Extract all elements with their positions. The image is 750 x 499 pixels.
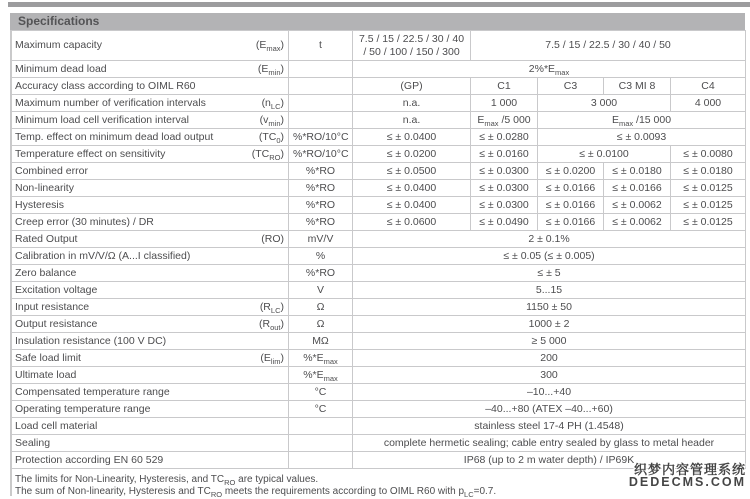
value-cell: $E_{max}$ /15 000 (538, 112, 746, 129)
parameter-symbol: $(R_{out})$ (258, 317, 284, 333)
parameter-symbol: $(E_{lim})$ (260, 351, 284, 367)
spec-row (11, 78, 746, 95)
parameter-label: Load cell material (15, 419, 98, 432)
parameter-cell (11, 333, 289, 350)
value-cell: ≤ ± 0.0300 (471, 197, 538, 214)
spec-row (11, 367, 746, 384)
value-cell: ≤ ± 0.0062 (604, 214, 671, 231)
parameter-symbol: $(E_{min})$ (257, 62, 284, 78)
value-cell: 1150 ± 50 (353, 299, 746, 316)
value-cell: ≤ ± 0.0166 (538, 214, 604, 231)
parameter-label: Input resistance (15, 300, 90, 313)
parameter-cell (11, 367, 289, 384)
parameter-label: Temperature effect on sensitivity (15, 147, 166, 160)
parameter-symbol: (RO) (261, 232, 284, 245)
value-cell: ≤ ± 0.0600 (353, 214, 471, 231)
spec-table-body (11, 31, 746, 469)
unit-cell (289, 435, 353, 452)
spec-row (11, 197, 746, 214)
parameter-label: Sealing (15, 436, 51, 449)
unit-cell: %*RO (289, 214, 353, 231)
spec-row (11, 146, 746, 163)
value-cell: ≤ ± 0.0400 (353, 129, 471, 146)
parameter-cell (11, 214, 289, 231)
value-cell: ≤ ± 0.0280 (471, 129, 538, 146)
value-cell: ≤ ± 0.0166 (538, 197, 604, 214)
value-cell: 1 000 (471, 95, 538, 112)
spec-row (11, 95, 746, 112)
value-cell: ≤ ± 0.0400 (353, 180, 471, 197)
parameter-cell (11, 146, 289, 163)
value-cell: n.a. (353, 95, 471, 112)
value-cell: ≤ ± 0.0062 (604, 197, 671, 214)
parameter-cell (11, 95, 289, 112)
parameter-label: Minimum dead load (15, 62, 107, 75)
parameter-label: Non-linearity (15, 181, 74, 194)
spec-row (11, 418, 746, 435)
spec-row (11, 333, 746, 350)
page-top-divider (8, 2, 750, 7)
unit-cell (289, 418, 353, 435)
unit-cell: % (289, 248, 353, 265)
unit-cell: %*RO (289, 197, 353, 214)
parameter-symbol: $(v_{min})$ (259, 113, 284, 129)
value-cell: 7.5 / 15 / 22.5 / 30 / 40 / 50 / 100 / 150 / 300 (353, 31, 471, 61)
parameter-label: Operating temperature range (15, 402, 151, 415)
parameter-symbol: $(TC_0)$ (258, 130, 284, 146)
parameter-cell (11, 61, 289, 78)
parameter-label: Safe load limit (15, 351, 81, 364)
unit-cell: %*RO/10°C (289, 146, 353, 163)
unit-cell: °C (289, 401, 353, 418)
value-cell: ≤ ± 0.0490 (471, 214, 538, 231)
value-cell: $E_{max}$ /5 000 (471, 112, 538, 129)
spec-row (11, 265, 746, 282)
spec-row (11, 282, 746, 299)
parameter-label: Excitation voltage (15, 283, 98, 296)
parameter-label: Hysteresis (15, 198, 65, 211)
spec-row (11, 401, 746, 418)
parameter-cell (11, 78, 289, 95)
spec-row (11, 316, 746, 333)
parameter-label: Rated Output (15, 232, 78, 245)
value-cell: C3 (538, 78, 604, 95)
spec-row (11, 350, 746, 367)
parameter-cell (11, 282, 289, 299)
parameter-cell (11, 265, 289, 282)
parameter-symbol: $(R_{LC})$ (259, 300, 284, 316)
spec-row (11, 163, 746, 180)
parameter-cell (11, 163, 289, 180)
value-cell: ≤ ± 0.0125 (671, 180, 746, 197)
value-cell: ≤ ± 0.0100 (538, 146, 671, 163)
parameter-label: Output resistance (15, 317, 98, 330)
unit-cell: Ω (289, 316, 353, 333)
value-cell: 4 000 (671, 95, 746, 112)
value-cell: ≤ ± 0.0125 (671, 214, 746, 231)
unit-cell (289, 78, 353, 95)
parameter-cell (11, 112, 289, 129)
parameter-label: Protection according EN 60 529 (15, 453, 164, 466)
parameter-label: Insulation resistance (100 V DC) (15, 334, 167, 347)
value-cell: ≤ ± 0.0200 (538, 163, 604, 180)
parameter-cell (11, 248, 289, 265)
unit-cell: °C (289, 384, 353, 401)
parameter-label: Compensated temperature range (15, 385, 170, 398)
parameter-label: Zero balance (15, 266, 77, 279)
parameter-label: Calibration in mV/V/Ω (A...I classified) (15, 249, 191, 262)
parameter-label: Accuracy class according to OIML R60 (15, 79, 196, 92)
spec-row (11, 129, 746, 146)
value-cell: ≤ ± 0.0125 (671, 197, 746, 214)
specifications-title: Specifications (10, 13, 745, 30)
value-cell: C1 (471, 78, 538, 95)
value-cell: ≤ ± 0.0500 (353, 163, 471, 180)
footnote-line: The sum of Non-linearity, Hysteresis and $TC_{RO}$ meets the requirements according to OIML R60 with $p_{LC}=0.7$. (15, 486, 497, 499)
spec-row (11, 112, 746, 129)
value-cell: ≤ ± 5 (353, 265, 746, 282)
spec-row (11, 384, 746, 401)
unit-cell: %*RO (289, 265, 353, 282)
value-cell: C4 (671, 78, 746, 95)
value-cell: ≤ ± 0.0180 (604, 163, 671, 180)
unit-cell: V (289, 282, 353, 299)
parameter-cell (11, 316, 289, 333)
value-cell: ≤ ± 0.0200 (353, 146, 471, 163)
parameter-symbol: $(E_{max})$ (255, 39, 284, 54)
watermark-url-text: DEDECMS.COM (628, 475, 746, 489)
parameter-label: Maximum capacity (15, 39, 102, 52)
value-cell: 7.5 / 15 / 22.5 / 30 / 40 / 50 (471, 31, 746, 61)
value-cell: ≤ ± 0.0093 (538, 129, 746, 146)
parameter-symbol: $(TC_{RO})$ (251, 147, 284, 163)
value-cell: ≤ ± 0.05 (≤ ± 0.005) (353, 248, 746, 265)
spec-row (11, 61, 746, 78)
parameter-cell (11, 299, 289, 316)
parameter-label: Combined error (15, 164, 88, 177)
spec-row (11, 248, 746, 265)
unit-cell: %*RO (289, 163, 353, 180)
parameter-label: Creep error (30 minutes) / DR (15, 215, 154, 228)
value-cell: ≤ ± 0.0400 (353, 197, 471, 214)
specifications-panel (10, 13, 745, 498)
parameter-cell (11, 180, 289, 197)
spec-row (11, 299, 746, 316)
value-cell: $2\%*E_{max}$ (353, 61, 746, 78)
unit-cell: %*RO (289, 180, 353, 197)
value-cell: C3 MI 8 (604, 78, 671, 95)
value-cell: 2 ± 0.1% (353, 231, 746, 248)
value-cell: ≤ ± 0.0300 (471, 163, 538, 180)
value-cell: –40...+80 (ATEX –40...+60) (353, 401, 746, 418)
value-cell: ≤ ± 0.0166 (538, 180, 604, 197)
value-cell: complete hermetic sealing; cable entry sealed by glass to metal header (353, 435, 746, 452)
value-cell: ≤ ± 0.0300 (471, 180, 538, 197)
parameter-cell (11, 418, 289, 435)
unit-cell: %*RO/10°C (289, 129, 353, 146)
value-cell: ≤ ± 0.0180 (671, 163, 746, 180)
parameter-cell (11, 435, 289, 452)
parameter-label: Minimum load cell verification interval (15, 113, 189, 126)
parameter-symbol: $(n_{LC})$ (261, 96, 284, 112)
parameter-cell (11, 31, 289, 61)
value-cell: ≥ 5 000 (353, 333, 746, 350)
value-cell: –10...+40 (353, 384, 746, 401)
spec-row (11, 31, 746, 61)
value-cell: stainless steel 17-4 PH (1.4548) (353, 418, 746, 435)
value-cell: ≤ ± 0.0080 (671, 146, 746, 163)
unit-cell: t (289, 31, 353, 61)
unit-cell: $\%*E_{max}$ (289, 367, 353, 384)
value-cell: IP68 (up to 2 m water depth) / IP69K (353, 452, 746, 469)
unit-cell (289, 61, 353, 78)
unit-cell: Ω (289, 299, 353, 316)
value-cell: n.a. (353, 112, 471, 129)
parameter-cell (11, 401, 289, 418)
unit-cell: MΩ (289, 333, 353, 350)
parameter-cell (11, 350, 289, 367)
parameter-cell (11, 384, 289, 401)
footnote-line: The limits for Non-Linearity, Hysteresis, and $TC_{RO}$ are typical values. (15, 474, 319, 487)
value-cell: 5...15 (353, 282, 746, 299)
value-cell: ≤ ± 0.0166 (604, 180, 671, 197)
parameter-cell (11, 197, 289, 214)
spec-row (11, 231, 746, 248)
watermark-chinese-text: 织梦内容管理系统 (633, 462, 746, 477)
spec-row (11, 435, 746, 452)
parameter-label: Ultimate load (15, 368, 77, 381)
spec-row (11, 214, 746, 231)
value-cell: 3 000 (538, 95, 671, 112)
unit-cell (289, 112, 353, 129)
unit-cell (289, 95, 353, 112)
cms-watermark (629, 463, 746, 489)
parameter-cell (11, 231, 289, 248)
parameter-label: Maximum number of verification intervals (15, 96, 206, 109)
parameter-label: Temp. effect on minimum dead load output (15, 130, 214, 143)
value-cell: 300 (353, 367, 746, 384)
parameter-cell (11, 452, 289, 469)
value-cell: ≤ ± 0.0160 (471, 146, 538, 163)
parameter-cell (11, 129, 289, 146)
unit-cell: mV/V (289, 231, 353, 248)
spec-row (11, 180, 746, 197)
value-cell: 1000 ± 2 (353, 316, 746, 333)
value-cell: (GP) (353, 78, 471, 95)
unit-cell: $\%*E_{max}$ (289, 350, 353, 367)
unit-cell (289, 452, 353, 469)
specifications-table (10, 30, 746, 469)
value-cell: 200 (353, 350, 746, 367)
